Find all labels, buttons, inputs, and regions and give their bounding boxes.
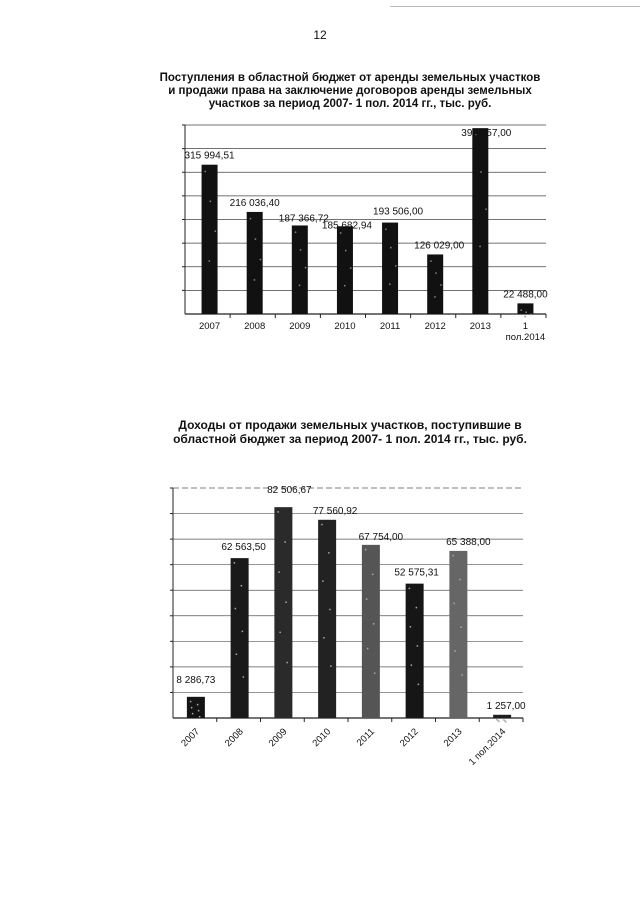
- bar: [493, 715, 511, 718]
- bar-speckle: [286, 662, 288, 664]
- page-number: 12: [313, 28, 327, 42]
- bar-speckle: [197, 704, 199, 706]
- bar-speckle: [284, 541, 286, 543]
- x-tick-label: 2010: [334, 321, 356, 332]
- chart-1-title-line: участков за период 2007- 1 пол. 2014 гг., тыс. руб.: [208, 98, 492, 110]
- bar-speckle: [236, 653, 238, 655]
- bar-speckle: [372, 574, 374, 576]
- bar-speckle: [241, 585, 243, 587]
- x-tick-label: 2012: [398, 726, 421, 750]
- bar-speckle: [199, 716, 201, 718]
- bar-speckle: [460, 627, 462, 629]
- bar-speckle: [416, 607, 418, 609]
- data-label: 187 366,72: [278, 213, 329, 225]
- bar-speckle: [454, 650, 456, 652]
- bar-speckle: [192, 713, 194, 715]
- bar-speckle: [366, 598, 368, 600]
- x-tick-label: 2011: [379, 321, 401, 332]
- data-label: 193 506,00: [373, 206, 424, 218]
- bar-speckle: [330, 665, 332, 667]
- x-tick-label: 2007: [198, 321, 221, 332]
- data-label: 1 257,00: [486, 700, 526, 712]
- bar: [362, 545, 380, 718]
- data-label: 315 994,51: [184, 150, 235, 162]
- bar: [449, 551, 467, 718]
- bar-speckle: [190, 701, 192, 703]
- x-tick-label: 2008: [223, 726, 246, 750]
- data-label: 82 506,67: [267, 485, 312, 497]
- bar-speckle: [367, 648, 369, 650]
- data-label: 65 388,00: [446, 536, 491, 548]
- bar-speckle: [498, 721, 500, 723]
- bar-speckle: [373, 623, 375, 625]
- bar-speckle: [452, 555, 454, 557]
- bar-speckle: [323, 637, 325, 639]
- bar-speckle: [234, 562, 236, 564]
- bar-speckle: [329, 609, 331, 611]
- bar-speckle: [243, 676, 245, 678]
- x-tick-label: 2009: [289, 321, 311, 332]
- data-label: 393 357,00: [461, 128, 512, 140]
- data-label: 62 563,50: [221, 542, 266, 554]
- data-label: 52 575,31: [394, 567, 439, 579]
- bar: [274, 507, 292, 718]
- bar-speckle: [418, 684, 420, 686]
- x-tick-label: пол.2014: [505, 332, 546, 343]
- bar-speckle: [410, 626, 412, 628]
- bar-speckle: [409, 588, 411, 590]
- x-tick-label: 2013: [469, 321, 491, 332]
- x-tick-label: 2009: [266, 726, 290, 750]
- bar-speckle: [322, 580, 324, 582]
- bar-speckle: [191, 707, 193, 709]
- data-label: 185 682,94: [321, 220, 372, 232]
- bar-speckle: [411, 664, 413, 666]
- bar-speckle: [235, 608, 237, 610]
- bar-speckle: [459, 579, 461, 581]
- x-tick-label: 1 пол.2014: [466, 726, 509, 768]
- x-tick-label: 1: [522, 321, 529, 332]
- x-tick-label: 2007: [179, 726, 202, 750]
- data-label: 126 029,00: [414, 240, 465, 252]
- bar-speckle: [328, 552, 330, 554]
- bar-speckle: [277, 511, 279, 513]
- x-tick-label: 2008: [244, 321, 266, 332]
- data-label: 8 286,73: [176, 674, 216, 686]
- bar-speckle: [279, 632, 281, 634]
- bar-speckle: [374, 673, 376, 675]
- bar-speckle: [278, 571, 280, 573]
- x-tick-label: 2012: [424, 321, 446, 332]
- bar: [187, 697, 205, 718]
- x-tick-label: 2013: [441, 726, 465, 750]
- data-label: 67 754,00: [358, 531, 404, 543]
- bar-speckle: [505, 721, 507, 723]
- bar-speckle: [461, 674, 463, 676]
- x-tick-label: 2011: [354, 726, 377, 749]
- chart-2-title-line: областной бюджет за период 2007- 1 пол. 2014 гг., тыс. руб.: [173, 432, 527, 446]
- data-label: 22 488,00: [503, 289, 548, 301]
- data-label: 216 036,40: [229, 197, 280, 209]
- data-label: 77 560,92: [312, 505, 358, 517]
- bar-speckle: [365, 549, 367, 551]
- bar-speckle: [285, 602, 287, 604]
- bar: [406, 584, 424, 718]
- bar-speckle: [198, 710, 200, 712]
- chart-1-title-line: Поступления в областной бюджет от аренды земельных участков: [159, 72, 541, 84]
- chart-1-title-line: и продажи права на заключение договоров аренды земельных: [168, 85, 532, 97]
- bar-speckle: [453, 603, 455, 605]
- bar: [231, 558, 249, 718]
- bar-speckle: [321, 524, 323, 526]
- chart-2-title-line: Доходы от продажи земельных участков, поступившие в: [178, 418, 522, 432]
- bar-speckle: [242, 631, 244, 633]
- bar-speckle: [417, 645, 419, 647]
- x-tick-label: 2010: [310, 726, 334, 750]
- bar: [318, 520, 336, 718]
